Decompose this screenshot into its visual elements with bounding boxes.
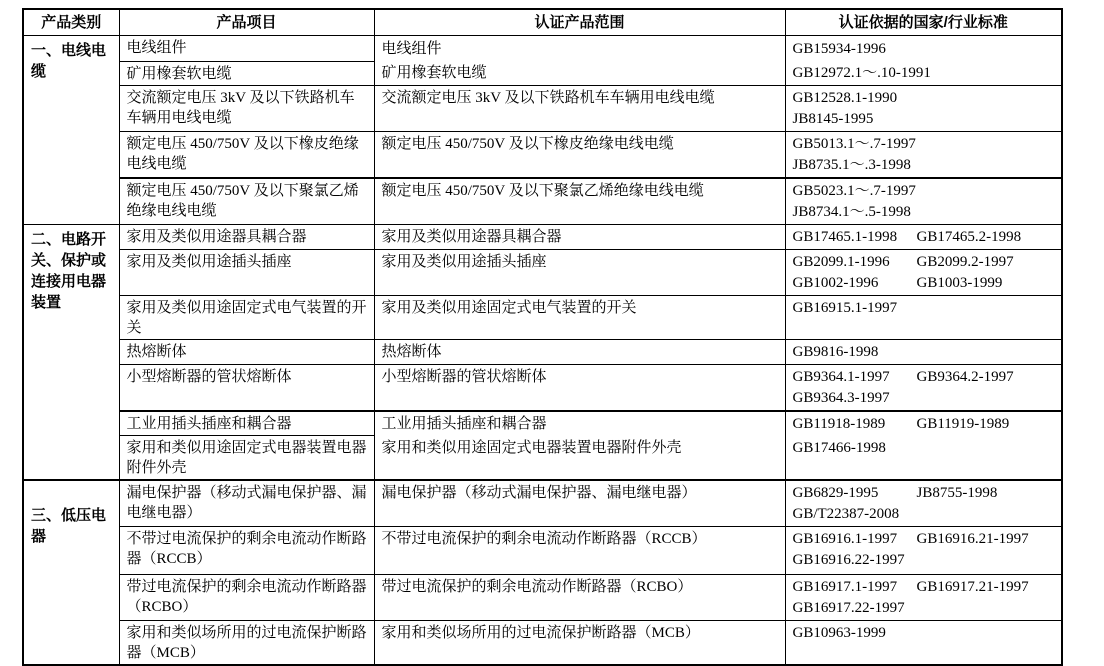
scope-cell: 热熔断体: [374, 340, 785, 365]
standard-text: GB6829-1995: [792, 485, 879, 501]
table-row: [23, 527, 1062, 575]
certification-table: [22, 8, 1063, 666]
standard-text: JB8734.1～.5-1998: [792, 204, 911, 220]
scope-cell: 小型熔断器的管状熔断体: [374, 365, 785, 412]
standard-text: GB16916.22-1997: [792, 552, 905, 568]
table-row: [23, 250, 1062, 296]
item-cell: 漏电保护器（移动式漏电保护器、漏电继电器）: [119, 480, 374, 527]
scope-cell: 家用及类似用途固定式电气装置的开关: [374, 296, 785, 340]
standards-cell: [785, 575, 1062, 621]
standard-text: GB1002-1996: [792, 275, 879, 291]
standards-cell: [785, 340, 1062, 365]
scope-cell: 家用和类似场所用的过电流保护断路器（MCB）: [374, 621, 785, 666]
table-row: [23, 296, 1062, 340]
header-row: [23, 9, 1062, 36]
header-product-item: 产品项目: [119, 9, 374, 36]
standards-cell: [785, 132, 1062, 179]
scope-cell: 不带过电流保护的剩余电流动作断路器（RCCB）: [374, 527, 785, 575]
standard-text: GB16916.1-1997: [792, 531, 898, 547]
scope-line: 家用和类似用途固定式电器装置电器附件外壳: [381, 440, 682, 456]
standard-text: GB16915.1-1997: [792, 300, 898, 316]
standard-text: GB16917.22-1997: [792, 600, 905, 616]
standard-text: GB5013.1～.7-1997: [792, 136, 916, 152]
table-row: [23, 480, 1062, 527]
document-page: [22, 8, 1063, 666]
standard-text: GB9364.2-1997: [916, 369, 1014, 385]
item-cell: 家用及类似用途器具耦合器: [119, 225, 374, 250]
table-row: [23, 621, 1062, 666]
item-cell: 不带过电流保护的剩余电流动作断路器（RCCB）: [119, 527, 374, 575]
item-cell: 额定电压 450/750V 及以下橡皮绝缘电线电缆: [119, 132, 374, 179]
header-product-category: 产品类别: [23, 9, 119, 36]
item-cell: 小型熔断器的管状熔断体: [119, 365, 374, 412]
scope-line: 矿用橡套软电缆: [381, 65, 487, 81]
standards-cell: [785, 411, 1062, 480]
table-row: [23, 365, 1062, 412]
standard-text: GB17466-1998: [792, 440, 886, 456]
standard-text: GB10963-1999: [792, 625, 886, 641]
category-cell-wires: 一、电线电缆: [23, 36, 119, 225]
item-cell: 工业用插头插座和耦合器: [119, 411, 374, 436]
table-row: [23, 36, 1062, 62]
table-row: [23, 340, 1062, 365]
standard-text: GB16917.1-1997: [792, 579, 898, 595]
category-cell-switches: 二、电路开关、保护或连接用电器装置: [23, 225, 119, 481]
header-standards: 认证依据的国家/行业标准: [785, 9, 1062, 36]
standard-text: GB11919-1989: [916, 416, 1010, 432]
standard-text: GB12528.1-1990: [792, 90, 898, 106]
item-cell: 家用和类似场所用的过电流保护断路器（MCB）: [119, 621, 374, 666]
item-cell: 家用及类似用途插头插座: [119, 250, 374, 296]
standard-text: GB16916.21-1997: [916, 531, 1029, 547]
standard-text: GB16917.21-1997: [916, 579, 1029, 595]
standard-text: GB9364.1-1997: [792, 369, 890, 385]
table-row: [23, 178, 1062, 225]
table-row: [23, 86, 1062, 132]
scope-cell: 家用及类似用途器具耦合器: [374, 225, 785, 250]
table-row: [23, 132, 1062, 179]
standard-text: GB15934-1996: [792, 40, 886, 57]
standard-text: GB11918-1989: [792, 416, 886, 432]
standards-cell: [785, 225, 1062, 250]
standards-cell: [785, 527, 1062, 575]
standard-text: JB8145-1995: [792, 111, 874, 127]
table-row: [23, 225, 1062, 250]
standards-cell: [785, 621, 1062, 666]
scope-cell: 漏电保护器（移动式漏电保护器、漏电继电器）: [374, 480, 785, 527]
standards-cell: [785, 365, 1062, 412]
scope-cell: 家用及类似用途插头插座: [374, 250, 785, 296]
standard-text: GB5023.1～.7-1997: [792, 183, 916, 199]
scope-cell: 额定电压 450/750V 及以下聚氯乙烯绝缘电线电缆: [374, 178, 785, 225]
scope-line: 工业用插头插座和耦合器: [381, 416, 547, 432]
scope-line: 电线组件: [381, 40, 442, 57]
header-certified-product-scope: 认证产品范围: [374, 9, 785, 36]
standards-cell: [785, 36, 1062, 86]
item-cell: 交流额定电压 3kV 及以下铁路机车车辆用电线电缆: [119, 86, 374, 132]
item-cell: 矿用橡套软电缆: [119, 61, 374, 86]
scope-cell: 带过电流保护的剩余电流动作断路器（RCBO）: [374, 575, 785, 621]
standard-text: GB2099.2-1997: [916, 254, 1014, 270]
scope-cell: 交流额定电压 3kV 及以下铁路机车车辆用电线电缆: [374, 86, 785, 132]
table-row: [23, 411, 1062, 436]
standard-text: GB12972.1～.10-1991: [792, 65, 931, 81]
item-cell: 家用及类似用途固定式电气装置的开关: [119, 296, 374, 340]
standard-text: GB9364.3-1997: [792, 390, 890, 406]
standard-text: GB17465.2-1998: [916, 229, 1022, 245]
standards-cell: [785, 296, 1062, 340]
scope-cell: [374, 411, 785, 480]
standard-text: GB17465.1-1998: [792, 229, 898, 245]
standards-cell: [785, 86, 1062, 132]
standard-text: GB2099.1-1996: [792, 254, 890, 270]
standard-text: GB/T22387-2008: [792, 506, 900, 522]
standard-text: GB1003-1999: [916, 275, 1003, 291]
item-cell: 额定电压 450/750V 及以下聚氯乙烯绝缘电线电缆: [119, 178, 374, 225]
standards-cell: [785, 178, 1062, 225]
standard-text: GB9816-1998: [792, 344, 879, 360]
item-cell: 热熔断体: [119, 340, 374, 365]
standards-cell: [785, 250, 1062, 296]
standards-cell: [785, 480, 1062, 527]
standard-text: JB8755-1998: [916, 485, 998, 501]
scope-cell: [374, 36, 785, 86]
table-row: [23, 575, 1062, 621]
category-cell-low-voltage: 三、低压电器: [23, 480, 119, 665]
item-cell: 电线组件: [119, 36, 374, 62]
scope-cell: 额定电压 450/750V 及以下橡皮绝缘电线电缆: [374, 132, 785, 179]
item-cell: 家用和类似用途固定式电器装置电器附件外壳: [119, 436, 374, 481]
item-cell: 带过电流保护的剩余电流动作断路器（RCBO）: [119, 575, 374, 621]
standard-text: JB8735.1～.3-1998: [792, 157, 911, 173]
